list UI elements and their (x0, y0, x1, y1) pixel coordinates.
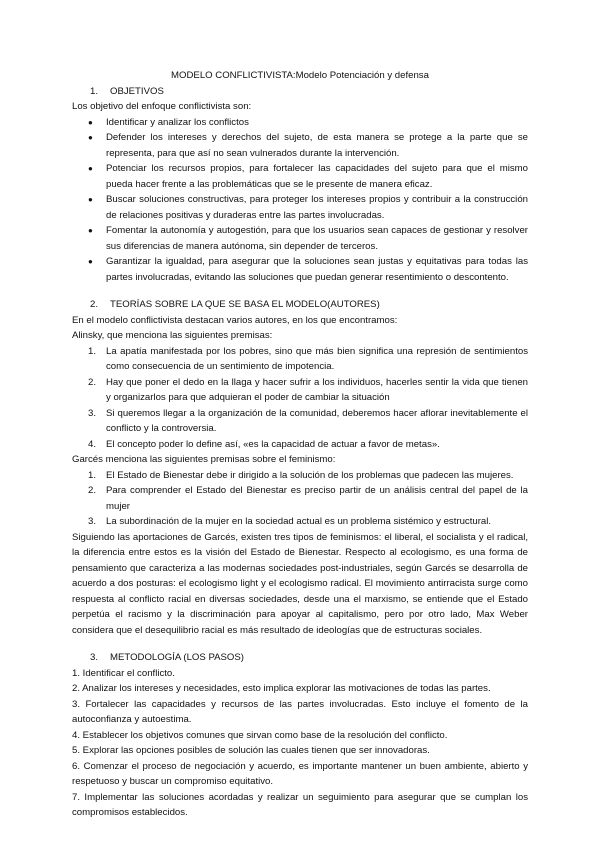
method-step: 2. Analizar los intereses y necesidades, esto implica explorar las motivaciones de todas las partes. (72, 683, 491, 694)
section-number: 1. (90, 85, 99, 97)
document-title: MODELO CONFLICTIVISTA:Modelo Potenciación y defensa (171, 70, 429, 81)
section-title: OBJETIVOS (110, 85, 164, 97)
method-step: 1. Identificar el conflicto. (72, 667, 175, 679)
section-title: TEORÍAS SOBRE LA QUE SE BASA EL MODELO(AUTORES) (110, 299, 380, 310)
section-1-heading (90, 84, 528, 100)
section-3-heading (90, 650, 528, 666)
document-page (72, 68, 528, 821)
alinsky-intro: Alinsky, que menciona las siguientes premisas: (72, 330, 273, 341)
list-item: ● Identificar y analizar los conflictos (106, 115, 528, 131)
method-step: 5. Explorar las opciones posibles de solución las cuales tienen que ser innovadoras. (72, 745, 430, 756)
list-item: ● Buscar soluciones constructivas, para proteger los intereses propios y contribuir a la construcción de relaciones positivas y duraderas entre las partes involucradas. (106, 192, 528, 223)
section-title: METODOLOGÍA (LOS PASOS) (110, 652, 244, 663)
section-number: 2. (90, 299, 99, 310)
list-item: ● Garantizar la igualdad, para asegurar que la soluciones sean justas y equitativas para todas las partes involucradas, evitando las soluciones que puedan generar resentimiento o descontento. (106, 254, 528, 285)
list-item: ● Potenciar los recursos propios, para fortalecer las capacidades del sujeto para que el mismo pueda hacer frente a las problemáticas que se le presente de manera eficaz. (106, 161, 528, 192)
alinsky-list (72, 344, 528, 453)
list-item: 1. La apatía manifestada por los pobres, sino que más bien significa una represión de sentimientos como consecuencia de un sentimiento de impotencia. (88, 345, 528, 372)
section-2-heading (90, 297, 528, 313)
garces-list (72, 468, 528, 530)
method-step: 6. Comenzar el proceso de negociación y acuerdo, es importante mantener un buen ambiente, abierto y respetuoso y buscar un compromiso equitativo. (72, 760, 528, 787)
method-step: 4. Establecer los objetivos comunes que sirvan como base de la resolución del conflicto. (72, 729, 448, 741)
list-item: 3. Si queremos llegar a la organización de la comunidad, deberemos hacer aflorar inevitablemente el conflicto y la controversia. (88, 407, 528, 434)
garces-intro: Garcés menciona las siguientes premisas sobre el feminismo: (72, 454, 336, 465)
list-item: 4. El concepto poder lo define así, «es la capacidad de actuar a favor de metas». (88, 438, 440, 450)
list-item: 1. El Estado de Bienestar debe ir dirigido a la solución de los problemas que padecen las mujeres. (88, 469, 514, 481)
list-item: 3. La subordinación de la mujer en la sociedad actual es un problema sistémico y estructural. (88, 516, 492, 527)
list-item: ● Defender los intereses y derechos del sujeto, de esta manera se protege a la parte que se representa, para que así no sean vulnerados durante la intervención. (106, 130, 528, 161)
section-number: 3. (90, 652, 99, 663)
method-step: 3. Fortalecer las capacidades y recursos de las partes involucradas. Esto incluye el fomento de la autoconfianza y autoestima. (72, 698, 528, 725)
objectives-list (72, 115, 528, 286)
theories-intro: En el modelo conflictivista destacan varios autores, en los que encontramos: (72, 314, 398, 326)
objectives-intro: Los objetivo del enfoque conflictivista son: (72, 101, 252, 112)
theories-closing-paragraph: Siguiendo las aportaciones de Garcés, existen tres tipos de feminismos: el liberal, el socialista y el radical, la diferencia entre estos es la visión del Estado de Bienestar. Respecto al ecologismo, es una forma de pensamiento que caracteriza a las modernas sociedades post-industriales, según Garcés se desarrolla de acuerdo a dos posturas: el ecologismo light y el ecologismo radical. El movimiento antirracista surge como respuesta al conflicto racial en diversas sociedades, desde una el marxismo, se entiende que el Estado perpetúa el racismo y la discriminación para apoyar al capitalismo, pero por otro lado, Max Weber considera que el desequilibrio racial es más resultado de ideologías que de estructuras sociales. (72, 531, 528, 636)
method-step: 7. Implementar las soluciones acordadas y realizar un seguimiento para asegurar que se cumplan los compromisos establecidos. (72, 791, 528, 818)
list-item: ● Fomentar la autonomía y autogestión, para que los usuarios sean capaces de gestionar y resolver sus diferencias de manera autónoma, sin depender de terceros. (106, 223, 528, 254)
list-item: 2. Hay que poner el dedo en la llaga y hacer sufrir a los individuos, hacerles sentir la vida que tienen y organizarlos para que adquieran el poder de cambiar la situación (88, 376, 528, 403)
list-item: 2. Para comprender el Estado del Bienestar es preciso partir de un análisis central del papel de la mujer (88, 485, 528, 512)
